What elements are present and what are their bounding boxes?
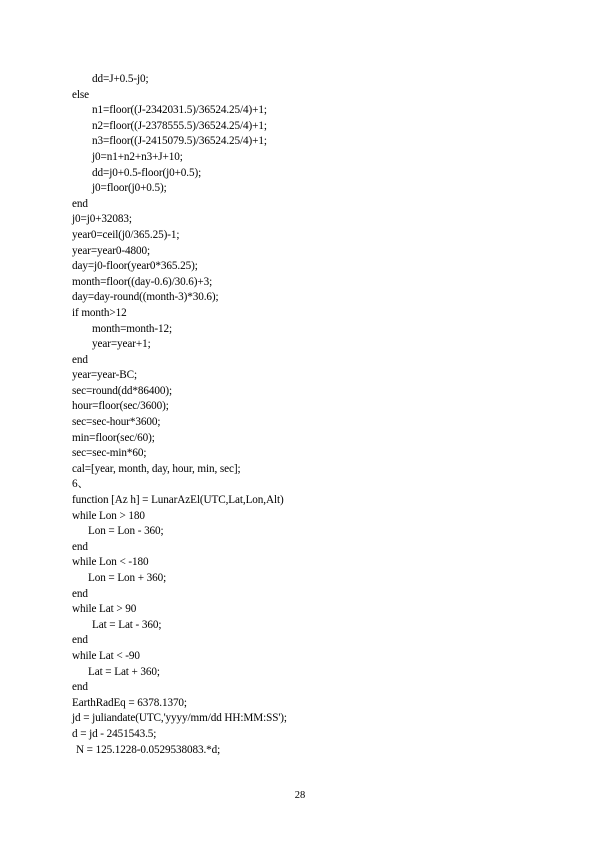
code-line: day=j0-floor(year0*365.25); <box>72 260 198 273</box>
code-line: year=year+1; <box>92 338 151 351</box>
code-line: end <box>72 681 88 694</box>
code-line: function [Az h] = LunarAzEl(UTC,Lat,Lon,Alt) <box>72 494 284 507</box>
code-line: while Lon > 180 <box>72 509 145 522</box>
code-line: cal=[year, month, day, hour, min, sec]; <box>72 462 241 475</box>
code-line: d = jd - 2451543.5; <box>72 727 157 740</box>
code-line: n1=floor((J-2342031.5)/36524.25/4)+1; <box>92 104 267 117</box>
code-line: jd = juliandate(UTC,'yyyy/mm/dd HH:MM:SS'); <box>72 712 287 725</box>
code-line: end <box>72 634 88 647</box>
code-line: dd=j0+0.5-floor(j0+0.5); <box>92 166 202 179</box>
code-line: year0=ceil(j0/365.25)-1; <box>72 228 180 241</box>
code-line: sec=sec-hour*3600; <box>72 416 161 429</box>
code-line: while Lat < -90 <box>72 649 140 662</box>
code-line: month=floor((day-0.6)/30.6)+3; <box>72 275 213 288</box>
code-line: hour=floor(sec/3600); <box>72 400 169 413</box>
code-line: j0=n1+n2+n3+J+10; <box>92 150 183 163</box>
code-line: end <box>72 197 88 210</box>
code-listing <box>72 72 542 758</box>
code-line: Lon = Lon + 360; <box>88 572 167 584</box>
code-line: Lat = Lat + 360; <box>88 665 160 678</box>
code-line: if month>12 <box>72 306 127 319</box>
code-line: N = 125.1228-0.0529538083.*d; <box>76 743 221 756</box>
code-line: j0=floor(j0+0.5); <box>92 182 167 195</box>
code-line: n2=floor((J-2378555.5)/36524.25/4)+1; <box>92 119 267 132</box>
page-number: 28 <box>294 790 306 801</box>
code-line: dd=J+0.5-j0; <box>92 73 149 85</box>
code-line: while Lon < -180 <box>72 556 149 569</box>
code-line: year=year-BC; <box>72 369 138 382</box>
code-line: min=floor(sec/60); <box>72 431 155 444</box>
code-line: end <box>72 540 88 553</box>
code-line: else <box>72 88 89 101</box>
code-line: EarthRadEq = 6378.1370; <box>72 696 187 709</box>
code-line: Lat = Lat - 360; <box>92 618 162 631</box>
code-line: while Lat > 90 <box>72 603 137 616</box>
code-line: end <box>72 353 88 366</box>
code-line: Lon = Lon - 360; <box>88 525 164 538</box>
code-line: day=day-round((month-3)*30.6); <box>72 291 219 304</box>
code-line: month=month-12; <box>92 322 173 335</box>
code-line: end <box>72 587 88 600</box>
code-line: sec=sec-min*60; <box>72 447 147 460</box>
code-line: sec=round(dd*86400); <box>72 384 173 397</box>
code-line: 6、 <box>72 478 89 491</box>
code-line: year=year0-4800; <box>72 244 151 257</box>
code-line: n3=floor((J-2415079.5)/36524.25/4)+1; <box>92 135 267 148</box>
code-line: j0=j0+32083; <box>72 213 132 226</box>
